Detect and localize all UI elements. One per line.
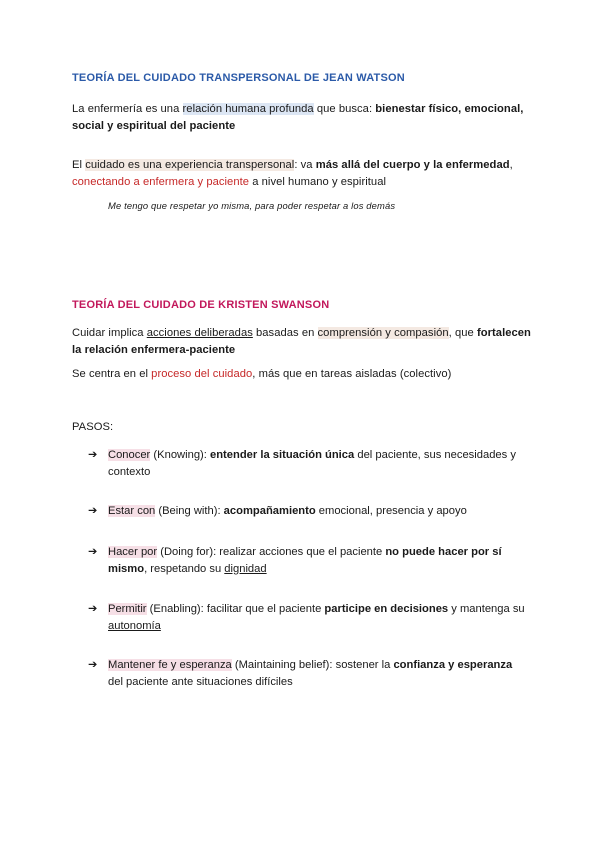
text: del paciente ante situaciones difíciles bbox=[108, 675, 293, 688]
bold-text: acompañamiento bbox=[223, 505, 316, 517]
bold-text: bienestar físico, emocional, social y espiritual del paciente bbox=[72, 103, 524, 132]
underlined-text: acciones deliberadas bbox=[146, 327, 253, 339]
bold-text: no puede hacer por sí mismo bbox=[108, 546, 502, 575]
text: del paciente, sus necesidades y contexto bbox=[108, 449, 516, 478]
text: , que bbox=[448, 327, 477, 339]
text: (Knowing): bbox=[150, 449, 210, 461]
bold-text: confianza y esperanza bbox=[393, 659, 513, 671]
text: a nivel humano y espiritual bbox=[249, 175, 387, 188]
text: emocional, presencia y apoyo bbox=[315, 505, 467, 517]
list-item bbox=[88, 657, 528, 690]
arrow-icon: ➔ bbox=[88, 546, 98, 558]
swanson-paragraph-2 bbox=[72, 366, 532, 383]
list-item bbox=[88, 447, 528, 480]
swanson-paragraph-1 bbox=[72, 325, 532, 358]
watson-paragraph-1 bbox=[72, 101, 532, 134]
text: Cuidar implica bbox=[72, 327, 147, 339]
list-item bbox=[88, 503, 528, 520]
step-name: Hacer por bbox=[108, 546, 158, 558]
step-name: Conocer bbox=[108, 449, 151, 461]
watson-title: TEORÍA DEL CUIDADO TRANSPERSONAL DE JEAN WATSON bbox=[72, 72, 405, 84]
arrow-icon: ➔ bbox=[88, 603, 98, 615]
watson-quote: Me tengo que respetar yo misma, para poder respetar a los demás bbox=[108, 200, 396, 211]
red-text: proceso del cuidado bbox=[151, 368, 253, 380]
watson-paragraph-2 bbox=[72, 157, 532, 190]
bold-text: fortalecen la relación enfermera-paciente bbox=[72, 327, 531, 356]
red-text: conectando a enfermera y paciente bbox=[72, 175, 250, 188]
text: Se centra en el bbox=[72, 368, 152, 380]
text: : va bbox=[294, 159, 316, 171]
text: (Enabling): facilitar que el paciente bbox=[146, 603, 325, 615]
text: , bbox=[509, 159, 513, 171]
text: El bbox=[72, 159, 86, 171]
text: La enfermería es una bbox=[72, 103, 183, 115]
text: (Doing for): realizar acciones que el paciente bbox=[157, 546, 386, 558]
text: que busca: bbox=[313, 103, 376, 115]
list-item bbox=[88, 601, 528, 634]
text: y mantenga su bbox=[448, 603, 525, 615]
underlined-text: dignidad bbox=[224, 562, 267, 575]
bold-text: entender la situación única bbox=[210, 449, 355, 461]
swanson-title: TEORÍA DEL CUIDADO DE KRISTEN SWANSON bbox=[72, 299, 330, 311]
arrow-icon: ➔ bbox=[88, 449, 98, 461]
underlined-text: autonomía bbox=[108, 619, 161, 632]
pasos-label: PASOS: bbox=[72, 421, 114, 433]
list-item bbox=[88, 544, 528, 577]
arrow-icon: ➔ bbox=[88, 659, 98, 671]
text: , respetando su bbox=[144, 562, 225, 575]
highlight: cuidado es una experiencia transpersonal bbox=[85, 159, 295, 171]
text: , más que en tareas aisladas (colectivo) bbox=[252, 368, 452, 380]
text: (Being with): bbox=[155, 505, 224, 517]
highlight: comprensión y compasión bbox=[317, 327, 449, 339]
text: (Maintaining belief): sostener la bbox=[231, 659, 394, 671]
step-name: Estar con bbox=[108, 505, 156, 517]
bold-text: participe en decisiones bbox=[324, 603, 449, 615]
step-name: Permitir bbox=[108, 603, 147, 615]
bold-text: más allá del cuerpo y la enfermedad bbox=[315, 159, 510, 171]
step-name: Mantener fe y esperanza bbox=[108, 659, 232, 671]
arrow-icon: ➔ bbox=[88, 505, 98, 517]
highlight: relación humana profunda bbox=[182, 103, 314, 115]
text: basadas en bbox=[252, 327, 318, 339]
